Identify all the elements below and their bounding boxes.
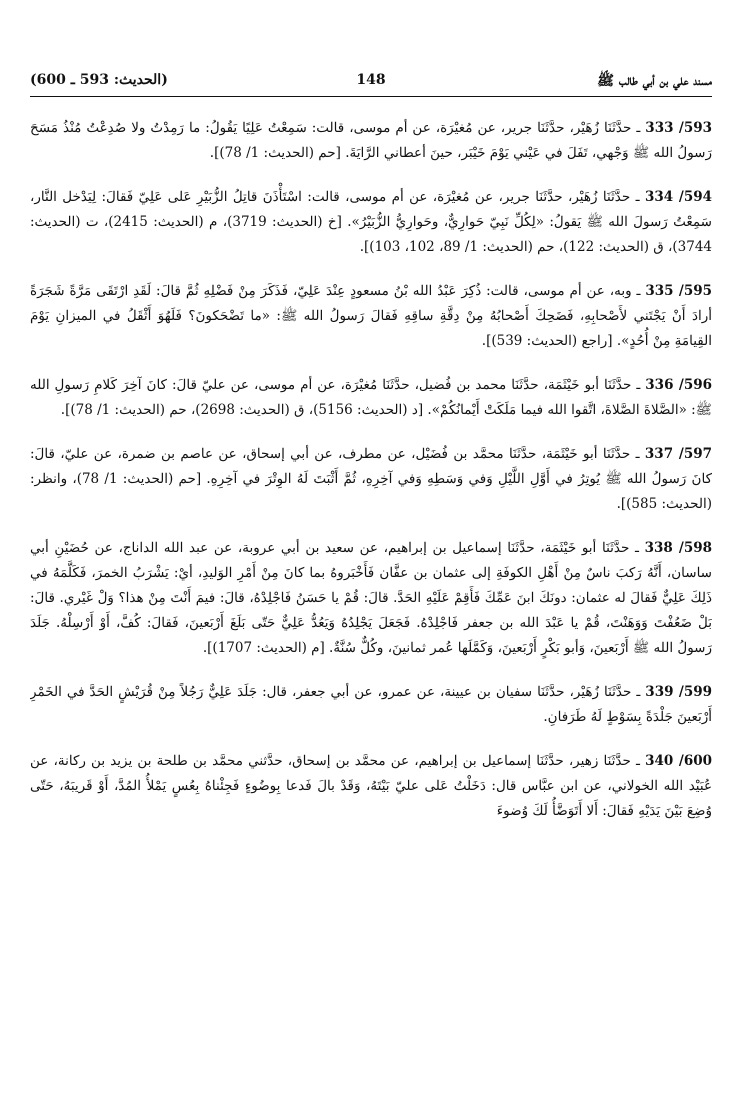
hadith-entry [30,442,712,517]
page-header [30,66,712,97]
hadith-number: 600/ 340 [645,753,712,769]
running-title: مسند علي بن أبي طالب ﷺ [597,73,712,89]
hadith-text: ـ حدَّثَنَا زهير، حدَّثَنَا إسماعيل بن إبراهيم، عن محمَّد بن إسحاق، حدَّثني محمَّد بن طلحة بن يزيد بن ركانة، عن عُبَيْد الله الخولاني، عن ابن عبَّاس قال: دَخَلْتُ عَلى عليّ بَيْتَهُ، وَقَدْ بالَ فَدعا بِوضُوءٍ فَجِئْناهُ بِعُسٍ يَمْلأُ المُدَّ، أَوْ قَريبَهُ، حَتّى وُضِعَ بَيْنَ يَدَيْهِ فَقالَ: أَلا أَتَوَضَّأُ لَكَ وُضوءَ [30,753,712,819]
hadith-text: ـ حدَّثَنَا زُهَيْر، حدَّثَنَا سفيان بن عيينة، عن عمرو، عن أبي جعفر، قال: جَلَدَ عَلِيٌّ رَجُلاً مِنْ قُرَيْشٍ الحَدَّ في الخَمْرِ أَرْبَعينَ جَلْدَةً بِسَوْطٍ لَهُ طَرَفانِ. [30,684,712,725]
hadith-text: ـ وبه، عن أم موسى، قالت: ذُكِرَ عَبْدُ الله بْنُ مسعودٍ عِنْدَ عَلِيّ، فَذَكَرَ مِنْ فَضْلِهِ ثُمَّ قالَ: لَقَدِ ارْتَقَى مَرَّةً شَجَرَةً أرادَ أَنْ يَجْتَني لأَصْحابِهِ، فَضَحِكَ أَصْحابُهُ مِنْ دِقَّةِ ساقِهِ فَقالَ رَسولُ الله ﷺ: «ما تَضْحَكونَ؟ فَلَهُوَ أَثْقَلُ في الميزانِ يَوْمَ القِيامَةِ مِنْ أُحُدٍ». [راجع (الحديث: 539)]. [30,283,712,349]
hadith-text: ـ حدَّثَنَا زُهَيْر، حدَّثَنَا جرير، عن مُغيْرَة، عن أم موسى، قالت: اسْتَأْذَنَ قاتِلُ الزُّبَيْرِ عَلى عَلِيّ فَقالَ: لِيَدْخل النَّار، سَمِعْتُ رَسولَ الله ﷺ يَقولُ: «لِكُلِّ نَبِيّ حَوارِيٌّ، وحَوارِيُّ الزُّبَيْرُ». [خ (الحديث: 3719)، م (الحديث: 2415)، ت (الحديث: 3744)، ق (الحديث: 122)، حم (الحديث: 1/ 89، 102، 103)]. [30,189,712,255]
page-body [30,116,712,1044]
hadith-entry [30,116,712,166]
hadith-entry [30,536,712,661]
hadith-number: 594/ 334 [644,189,712,205]
hadith-text: ـ حدَّثَنَا زُهَيْر، حدَّثَنَا جرير، عن مُغيْرَة، عن أم موسى، قالت: سَمِعْتُ عَلِيًا يَقُولُ: ما رَمِدْتُ ولا صُدِعْتُ مُنْذُ مَسَحَ رَسولُ الله ﷺ وَجْهي، تَفَلَ في عَيْني يَوْمَ خَيْبَر، حينَ أعطاني الرَّايَةَ. [حم (الحديث: 1/ 78)]. [30,120,712,161]
hadith-number: 593/ 333 [645,120,712,136]
hadith-range: (الحديث: 593 ـ 600) [30,72,168,88]
hadith-number: 598/ 338 [644,540,712,556]
hadith-number: 595/ 335 [645,283,712,299]
hadith-entry [30,749,712,824]
hadith-text: ـ حدَّثَنَا أبو خَيْثَمَة، حدَّثَنَا محمَّد بن فُضَيْل، عن مطرف، عن أبي إسحاق، عن عاصم بن ضمرة، عن عليّ، قالَ: كانَ رَسولُ الله ﷺ يُوتِرُ في أَوَّلِ اللَّيْلِ وَفي وَسَطِهِ وَفي آخِرِهِ، ثُمَّ أَثْبَتَ لَهُ الوِتْرَ في آخِرِهِ. [حم (الحديث: 1/ 78)، وانظر: (الحديث: 585)]. [30,446,712,512]
hadith-text: ـ حدَّثَنَا أبو خَيْثَمَة، حدَّثَنَا محمد بن فُضيل، حدَّثَنَا مُغيْرَة، عن أم موسى، عن عليّ قالَ: كانَ آخِرَ كَلامِ رَسولِ الله ﷺ: «الصَّلاةَ الصَّلاةَ، اتَّقوا الله فيما مَلَكَتْ أَيْمانُكُمْ». [د (الحديث: 5156)، ق (الحديث: 2698)، حم (الحديث: 1/ 78)]. [30,377,712,418]
hadith-text: ـ حدَّثَنَا أبو خَيْثَمَة، حدَّثَنَا إسماعيل بن إبراهيم، عن سعيد بن أبي عروبة، عن عبد الله الداناج، عن حُضَيْنِ أبي ساسان، أَنَّهُ رَكبَ ناسٌ مِنْ أَهْلِ الكوفَةِ إلى عثمان بن عفَّان فَأَخْبَروهُ بما كانَ مِنْ أَمْرِ الوَليدِ، أيْ: يَشْرَبُ الخمرَ، فَكَلَّمَهُ في ذَلِكَ عَلِيٌّ فَقالَ له عثمان: دونَكَ ابنَ عَمِّكَ فَأَقِمْ عَلَيْهِ الحَدَّ. قالَ: قُمْ يا حَسَنُ فَاجْلِدْهُ، قالَ: فيمَ أَنْتَ مِنْ هذا؟ وَلْ غَيْري. قالَ: بَلْ ضَعُفْتَ وَوَهَنْتَ، قُمْ يا عَبْدَ الله بن جعفر فَاجْلِدْهُ. فَجَعَلَ يَجْلِدُهُ وَيَعُدُّ عَلِيٌّ حَتّى بَلَغَ أَرْبَعينَ، فَقالَ: كُفَّ، أَوْ أَرْسِلْهُ. جَلَدَ رَسولُ الله ﷺ أَرْبَعينَ، وَأبو بَكْرٍ أَرْبَعينَ، وَكَمَّلَها عُمر ثمانينَ، وكُلٌّ سُنَّةٌ. [م (الحديث: 1707)]. [30,540,712,656]
hadith-entry [30,680,712,730]
hadith-number: 599/ 339 [645,684,712,700]
hadith-entry [30,279,712,354]
hadith-number: 597/ 337 [644,446,712,462]
hadith-entry [30,373,712,423]
page-number: 148 [356,72,386,88]
hadith-number: 596/ 336 [645,377,712,393]
hadith-entry [30,185,712,260]
